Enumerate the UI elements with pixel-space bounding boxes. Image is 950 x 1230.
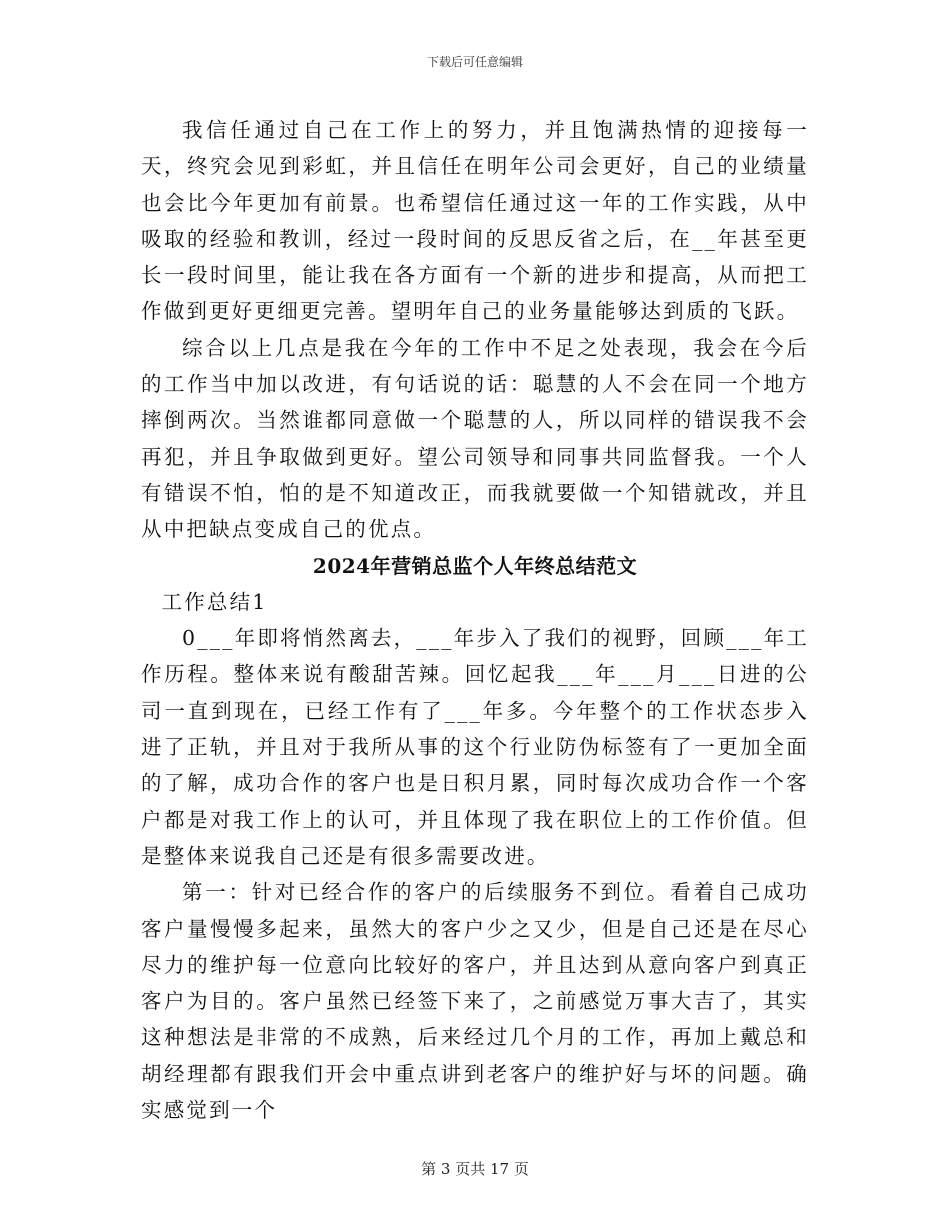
section-title: 2024年营销总监个人年终总结范文 (312, 553, 638, 578)
page-header: 下载后可任意编辑 (426, 55, 523, 69)
paragraph-summary: 综合以上几点是我在今年的工作中不足之处表现，我会在今后的工作当中加以改进，有句话说的话：聪慧的人不会在同一个地方摔倒两次。当然谁都同意做一个聪慧的人，所以同样的错误我不会再犯，并且争取做到更好。望公司领导和同事共同监督我。一个人有错误不怕，怕的是不知道改正，而我就要做一个知错就改，并且从中把缺点变成自己的优点。 (141, 335, 809, 542)
section-label: 工作总结1 (161, 589, 268, 614)
paragraph-review: 0___年即将悄然离去，___年步入了我们的视野，回顾___年工作历程。整体来说有酸甜苦辣。回忆起我___年___月___日进的公司一直到现在，已经工作有了___年多。今年整个的工作状态步入进了正轨，并且对于我所从事的这个行业防伪标签有了一更加全面的了解，成功合作的客户也是日积月累，同时每次成功合作一个客户都是对我工作上的认可，并且体现了我在职位上的工作价值。但是整体来说我自己还是有很多需要改进。 (141, 626, 809, 868)
page-footer: 第 3 页共 17 页 (421, 1160, 529, 1178)
paragraph-hope: 我信任通过自己在工作上的努力，并且饱满热情的迎接每一天，终究会见到彩虹，并且信任在明年公司会更好，自己的业绩量也会比今年更加有前景。也希望信任通过这一年的工作实践，从中吸取的经验和教训，经过一段时间的反思反省之后，在__年甚至更长一段时间里，能让我在各方面有一个新的进步和提高，从而把工作做到更好更细更完善。望明年自己的业务量能够达到质的飞跃。 (141, 118, 809, 324)
document-body (141, 112, 809, 1128)
paragraph-point-one: 第一：针对已经合作的客户的后续服务不到位。看着自己成功客户量慢慢多起来，虽然大的客户少之又少，但是自己还是在尽心尽力的维护每一位意向比较好的客户，并且达到从意向客户到真正客户为目的。客户虽然已经签下来了，之前感觉万事大吉了，其实这种想法是非常的不成熟，后来经过几个月的工作，再加上戴总和胡经理都有跟我们开会中重点讲到老客户的维护好与坏的问题。确实感觉到一个 (141, 880, 809, 1123)
